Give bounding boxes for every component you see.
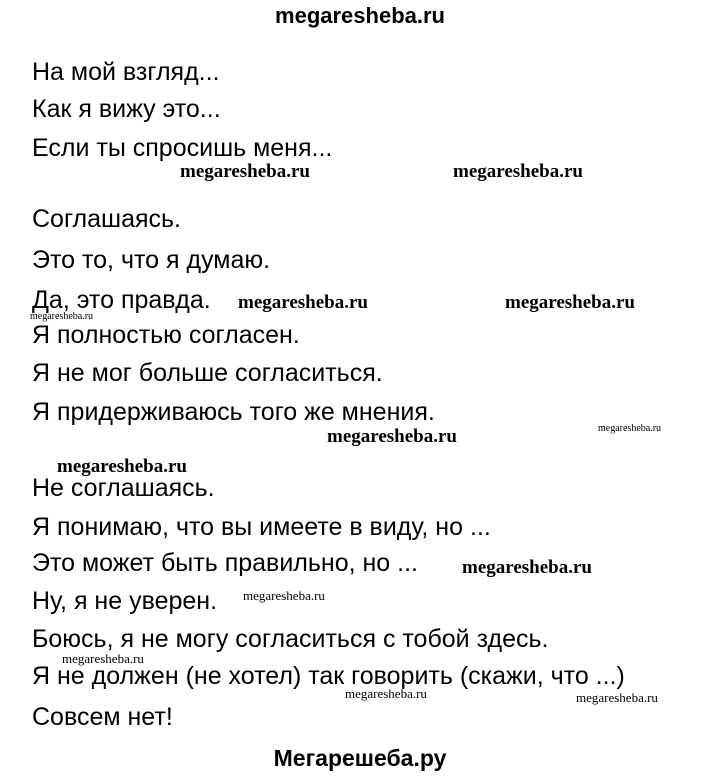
- phrase-line: Я полностью согласен.: [32, 321, 300, 349]
- phrase-line: Я понимаю, что вы имеете в виду, но ...: [32, 513, 491, 541]
- phrase-line: Это то, что я думаю.: [32, 246, 271, 274]
- phrase-line: Да, это правда.: [32, 286, 211, 314]
- section-heading-agreeing: Соглашаясь.: [32, 205, 181, 233]
- watermark: megaresheba.ru: [327, 426, 457, 447]
- watermark: megaresheba.ru: [453, 161, 583, 182]
- watermark: megaresheba.ru: [243, 588, 325, 603]
- watermark: megaresheba.ru: [345, 686, 427, 701]
- watermark: megaresheba.ru: [62, 651, 144, 666]
- phrase-line: Я придерживаюсь того же мнения.: [32, 398, 435, 426]
- watermark: megaresheba.ru: [505, 292, 635, 313]
- watermark: megaresheba.ru: [238, 292, 368, 313]
- phrase-line: Ну, я не уверен.: [32, 587, 218, 615]
- site-footer: Мегарешеба.ру: [273, 745, 447, 771]
- phrase-line: На мой взгляд...: [32, 58, 220, 86]
- watermark: megaresheba.ru: [57, 456, 187, 477]
- phrase-line: Совсем нет!: [32, 703, 173, 731]
- phrase-line: Я не должен (не хотел) так говорить (скажи, что ...): [32, 662, 625, 690]
- watermark: megaresheba.ru: [180, 161, 310, 182]
- section-heading-disagreeing: Не соглашаясь.: [32, 474, 215, 502]
- phrase-line: Боюсь, я не могу согласиться с тобой здесь.: [32, 625, 549, 653]
- watermark: megaresheba.ru: [30, 311, 94, 322]
- site-header: megaresheba.ru: [275, 3, 445, 28]
- watermark: megaresheba.ru: [576, 690, 658, 705]
- phrase-line: Это может быть правильно, но ...: [32, 549, 418, 577]
- watermark: megaresheba.ru: [462, 557, 592, 578]
- phrase-line: Как я вижу это...: [32, 95, 221, 123]
- phrase-line: Если ты спросишь меня...: [32, 134, 333, 162]
- watermark: megaresheba.ru: [598, 423, 662, 434]
- phrase-line: Я не мог больше согласиться.: [32, 359, 383, 387]
